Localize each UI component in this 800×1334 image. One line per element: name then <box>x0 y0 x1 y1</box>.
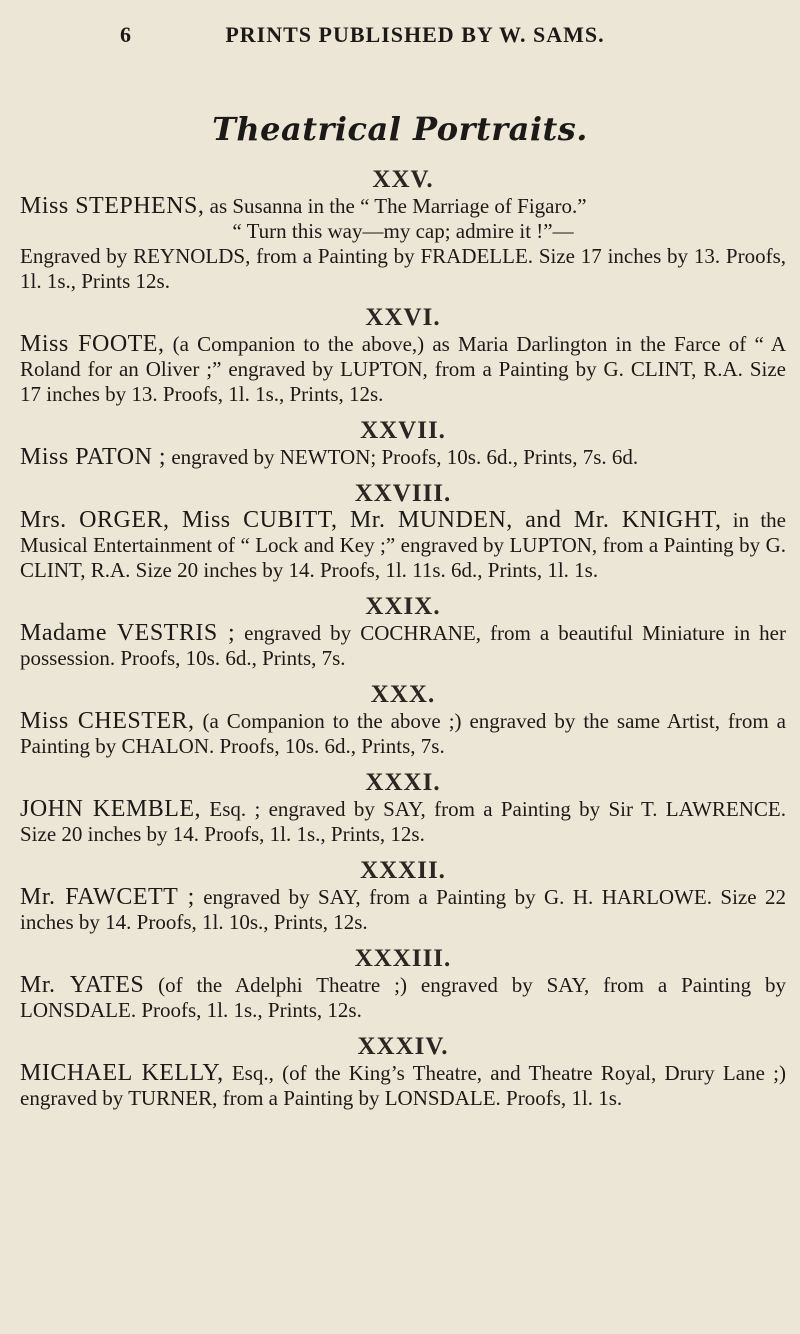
entry-description: as Susanna in the “ The Marriage of Figaro.” <box>204 194 587 218</box>
entry-xxvi <box>20 304 786 407</box>
entry-text <box>20 332 786 407</box>
entry-name: Mr. YATES <box>20 972 145 998</box>
entry-list <box>20 166 786 1121</box>
entry-name: MICHAEL KELLY, <box>20 1060 224 1086</box>
entry-numeral: XXX. <box>370 681 436 708</box>
entry-name: Miss STEPHENS, <box>20 193 205 219</box>
page-header <box>0 22 800 58</box>
entry-text <box>20 885 786 935</box>
entry-name: Madame VESTRIS ; <box>20 620 236 646</box>
entry-text <box>20 621 786 671</box>
entry-numeral: XXVI. <box>365 304 441 331</box>
entry-numeral: XXVII. <box>360 417 446 444</box>
entry-quote: “ Turn this way—my cap; admire it !”— <box>232 219 574 243</box>
running-title: PRINTS PUBLISHED BY W. SAMS. <box>225 22 605 47</box>
entry-name: Mr. FAWCETT ; <box>20 884 195 910</box>
entry-description: engraved by COCHRANE, from a beautiful Miniature in her possession. Proofs, 10s. 6d., Prints, 7s. <box>20 621 786 670</box>
entry-detail: Engraved by REYNOLDS, from a Painting by FRADELLE. Size 17 inches by 13. Proofs, 1l. 1s., Prints 12s. <box>20 244 786 293</box>
entry-xxix <box>20 593 786 671</box>
page-number: 6 <box>120 22 132 47</box>
entry-numeral: XXV. <box>372 166 434 193</box>
entry-text <box>20 508 786 583</box>
entry-xxxiv <box>20 1033 786 1111</box>
entry-description: in the Musical Entertainment of “ Lock and Key ;” engraved by LUPTON, from a Painting by G. CLINT, R.A. Size 20 inches by 14. Proofs, 1l. 11s. 6d., Prints, 1l. 1s. <box>20 508 786 582</box>
entry-numeral: XXXIII. <box>354 945 452 972</box>
entry-name: Miss FOOTE, <box>20 331 165 357</box>
entry-numeral: XXXIV. <box>357 1033 449 1060</box>
entry-description: engraved by NEWTON; Proofs, 10s. 6d., Prints, 7s. 6d. <box>166 445 639 469</box>
entry-text <box>20 1061 786 1111</box>
entry-numeral: XXXI. <box>365 769 441 796</box>
entry-xxx <box>20 681 786 759</box>
entry-xxviii <box>20 480 786 583</box>
entry-description: (a Companion to the above,) as Maria Darlington in the Farce of “ A Roland for an Oliver ;” engraved by LUPTON, from a Painting by G. CLINT, R.A. Size 17 inches by 13. Proofs, 1l. 1s., Prints, 12s. <box>20 332 786 406</box>
entry-name: Mrs. ORGER, Miss CUBITT, Mr. MUNDEN, and Mr. KNIGHT, <box>20 507 722 533</box>
entry-xxvii <box>20 417 786 470</box>
entry-description: (of the Adelphi Theatre ;) engraved by SAY, from a Painting by LONSDALE. Proofs, 1l. 1s., Prints, 12s. <box>20 973 786 1022</box>
entry-numeral: XXIX. <box>365 593 441 620</box>
entry-text <box>20 797 786 847</box>
entry-description: Esq., (of the King’s Theatre, and Theatre Royal, Drury Lane ;) engraved by TURNER, from a Painting by LONSDALE. Proofs, 1l. 1s. <box>20 1061 786 1110</box>
entry-text <box>20 194 786 294</box>
entry-numeral: XXVIII. <box>354 480 452 507</box>
entry-text <box>20 445 786 470</box>
entry-name: JOHN KEMBLE, <box>20 796 202 822</box>
entry-description: engraved by SAY, from a Painting by G. H. HARLOWE. Size 22 inches by 14. Proofs, 1l. 10s., Prints, 12s. <box>20 885 786 934</box>
entry-text <box>20 973 786 1023</box>
entry-xxxi <box>20 769 786 847</box>
entry-xxv <box>20 166 786 294</box>
entry-description: (a Companion to the above ;) engraved by the same Artist, from a Painting by CHALON. Proofs, 10s. 6d., Prints, 7s. <box>20 709 786 758</box>
entry-description: Esq. ; engraved by SAY, from a Painting by Sir T. LAWRENCE. Size 20 inches by 14. Proofs, 1l. 1s., Prints, 12s. <box>20 797 786 846</box>
entry-name: Miss PATON ; <box>20 444 167 470</box>
entry-xxxii <box>20 857 786 935</box>
entry-xxxiii <box>20 945 786 1023</box>
section-title: Theatrical Portraits. <box>212 110 588 148</box>
entry-name: Miss CHESTER, <box>20 708 195 734</box>
entry-text <box>20 709 786 759</box>
entry-numeral: XXXII. <box>360 857 446 884</box>
